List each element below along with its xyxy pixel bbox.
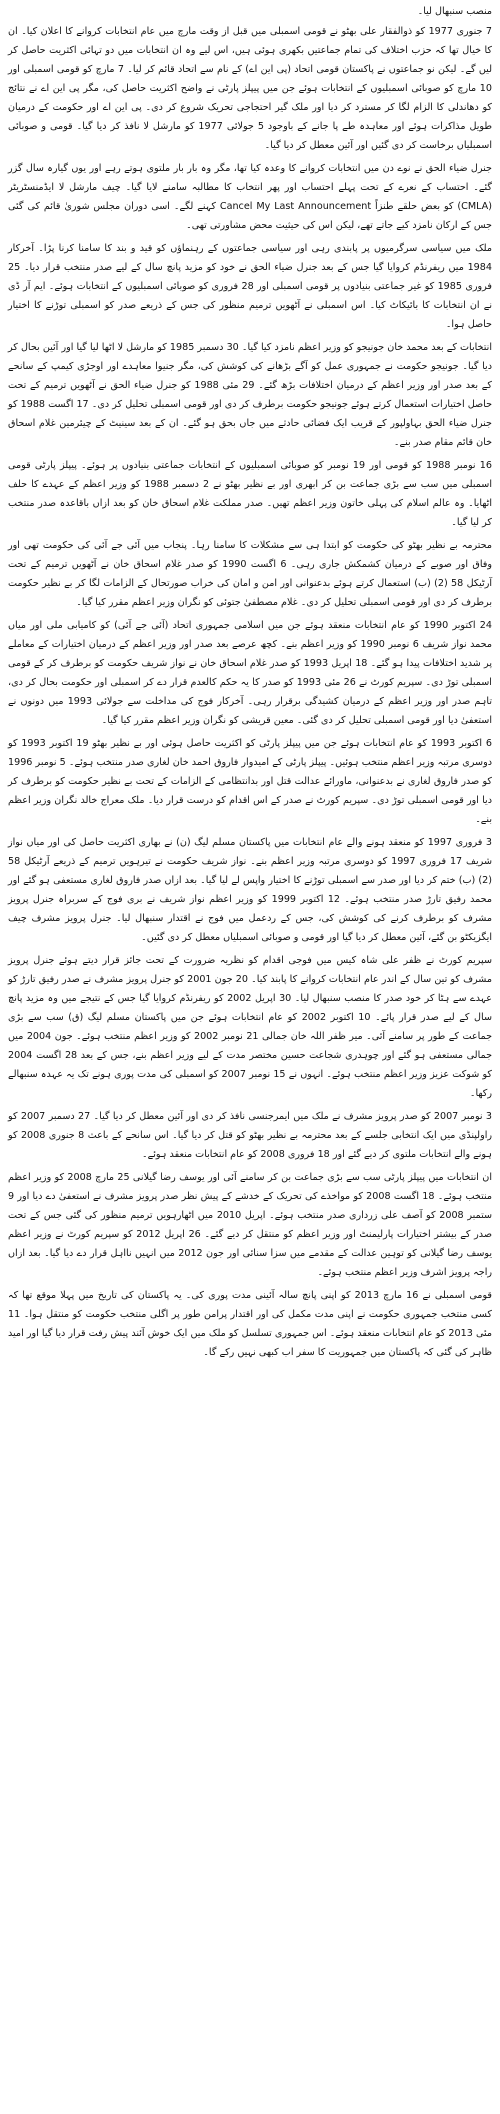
paragraph-12: ان انتخابات میں پیپلز پارٹی سب سے بڑی جماعت بن کر سامنے آئی اور یوسف رضا گیلانی 25 مارچ 2008 کو وزیر اعظم منتخب ہوئے۔ 18 اگست 2008 کو مواخذے کی تحریک کے خدشے کے پیش نظر صدر پرویز مشرف نے استعفیٰ دے دیا اور 9 ستمبر 2008 کو آصف علی زرداری صدر منتخب ہوئے۔ اپریل 2010 میں اٹھارہویں ترمیم منظور کی گئی جس کے تحت صدر کے بیشتر اختیارات پارلیمنٹ اور وزیر اعظم کو منتقل کر دیے گئے۔ 26 اپریل 2012 کو سپریم کورٹ نے وزیر اعظم یوسف رضا گیلانی کو توہین عدالت کے مقدمے میں سزا سنائی اور جون 2012 میں انہیں نااہل قرار دے دیا گیا۔ بعد ازاں راجہ پرویز اشرف وزیر اعظم منتخب ہوئے۔ <box>8 1172 493 1278</box>
paragraph-9: 3 فروری 1997 کو منعقد ہونے والے عام انتخابات میں پاکستان مسلم لیگ (ن) نے بھاری اکثریت حاصل کی اور میاں نواز شریف 17 فروری 1997 کو دوسری مرتبہ وزیر اعظم بنے۔ نواز شریف حکومت نے تیرہویں ترمیم کے ذریعے آرٹیکل 58 (2) (ب) ختم کر دیا اور صدر سے اسمبلی توڑنے کا اختیار واپس لے لیا گیا۔ بعد ازاں صدر فاروق لغاری مستعفی ہو گئے اور محمد رفیق تارڑ صدر منتخب ہوئے۔ 12 اکتوبر 1999 کو وزیر اعظم نواز شریف نے بری فوج کے سربراہ جنرل پرویز مشرف کو برطرف کرنے کی کوشش کی، جس کے ردعمل میں فوج نے اقتدار سنبھال لیا۔ جنرل پرویز مشرف چیف ایگزیکٹو بن گئے، آئین معطل کر دیا گیا اور قومی و صوبائی اسمبلیاں معطل کر دی گئیں۔ <box>8 837 492 943</box>
paragraph-4: انتخابات کے بعد محمد خان جونیجو کو وزیر اعظم نامزد کیا گیا۔ 30 دسمبر 1985 کو مارشل لا اٹھا لیا گیا اور آئین بحال کر دیا گیا۔ جونیجو حکومت نے جمہوری عمل کو آگے بڑھانے کی کوشش کی، مگر جنیوا معاہدے اور اوجڑی کیمپ کے سانحے کے بعد صدر اور وزیر اعظم کے درمیان اختلافات بڑھ گئے۔ 29 مئی 1988 کو جنرل ضیاء الحق نے آٹھویں ترمیم کے تحت حاصل اختیارات استعمال کرتے ہوئے جونیجو حکومت برطرف کر دی اور قومی اسمبلی تحلیل کر دی۔ 17 اگست 1988 کو جنرل ضیاء الحق بہاولپور کے قریب ایک فضائی حادثے میں جاں بحق ہو گئے۔ ان کے بعد سینیٹ کے چیئرمین غلام اسحاق خان قائم مقام صدر بنے۔ <box>8 342 492 448</box>
paragraph-3: ملک میں سیاسی سرگرمیوں پر پابندی رہی اور سیاسی جماعتوں کے رہنماؤں کو قید و بند کا سامنا کرنا پڑا۔ آخرکار 1984 میں ریفرنڈم کروایا گیا جس کے بعد جنرل ضیاء الحق نے خود کو مزید پانچ سال کے لیے صدر منتخب قرار دیا۔ 25 فروری 1985 کو غیر جماعتی بنیادوں پر قومی اسمبلی اور 28 فروری کو صوبائی اسمبلیوں کے انتخابات ہوئے۔ ایم آر ڈی نے ان انتخابات کا بائیکاٹ کیا۔ اس اسمبلی نے آٹھویں ترمیم منظور کی جس کے ذریعے صدر کو اسمبلی توڑنے کا اختیار حاصل ہوا۔ <box>8 243 492 330</box>
opening-line: منصب سنبھال لیا۔ <box>417 6 492 17</box>
paragraph-5: 16 نومبر 1988 کو قومی اور 19 نومبر کو صوبائی اسمبلیوں کے انتخابات جماعتی بنیادوں پر ہوئے۔ پیپلز پارٹی قومی اسمبلی میں سب سے بڑی جماعت بن کر ابھری اور بے نظیر بھٹو نے 2 دسمبر 1988 کو وزیر اعظم کے عہدے کا حلف اٹھایا۔ وہ عالم اسلام کی پہلی خاتون وزیر اعظم تھیں۔ صدر مملکت غلام اسحاق خان کو بعد ازاں باقاعدہ صدر منتخب کر لیا گیا۔ <box>8 460 492 528</box>
paragraph-1: 7 جنوری 1977 کو ذوالفقار علی بھٹو نے قومی اسمبلی میں قبل از وقت مارچ میں عام انتخابات کروانے کا اعلان کیا۔ ان کا خیال تھا کہ حزب اختلاف کی تمام جماعتیں بکھری ہوئی ہیں، اس لیے وہ ان انتخابات میں دو تہائی اکثریت حاصل کر لیں گے۔ لیکن نو جماعتوں نے پاکستان قومی اتحاد (پی این اے) کے نام سے اتحاد قائم کر لیا۔ 7 مارچ کو قومی اسمبلی اور 10 مارچ کو صوبائی اسمبلیوں کے انتخابات ہوئے جن میں پیپلز پارٹی نے واضح اکثریت حاصل کی، مگر پی این اے نے نتائج کو دھاندلی کا الزام لگا کر مسترد کر دیا اور ملک گیر احتجاجی تحریک شروع کر دی۔ پی این اے اور حکومت کے درمیان طویل مذاکرات ہوئے اور معاہدہ طے پا جانے کے باوجود 5 جولائی 1977 کو مارشل لا نافذ کر دیا گیا۔ قومی و صوبائی اسمبلیاں برخاست کر دی گئیں اور آئین معطل کر دیا گیا۔ <box>8 26 492 151</box>
paragraph-8: 6 اکتوبر 1993 کو عام انتخابات ہوئے جن میں پیپلز پارٹی کو اکثریت حاصل ہوئی اور بے نظیر بھٹو 19 اکتوبر 1993 کو دوسری مرتبہ وزیر اعظم منتخب ہوئیں۔ پیپلز پارٹی کے امیدوار فاروق احمد خان لغاری صدر منتخب ہوئے۔ 5 نومبر 1996 کو صدر فاروق لغاری نے بدعنوانی، ماورائے عدالت قتل اور بدانتظامی کے الزامات کے تحت بے نظیر حکومت کو برطرف کر دیا اور قومی اسمبلی توڑ دی۔ سپریم کورٹ نے صدر کے اس اقدام کو درست قرار دیا۔ ملک معراج خالد نگران وزیر اعظم بنے۔ <box>8 738 492 825</box>
paragraph-7: 24 اکتوبر 1990 کو عام انتخابات منعقد ہوئے جن میں اسلامی جمہوری اتحاد (آئی جے آئی) کو کامیابی ملی اور میاں محمد نواز شریف 6 نومبر 1990 کو وزیر اعظم بنے۔ کچھ عرصے بعد صدر اور وزیر اعظم کے درمیان اختیارات کے معاملے پر شدید اختلافات پیدا ہو گئے۔ 18 اپریل 1993 کو صدر غلام اسحاق خان نے نواز شریف حکومت کو برطرف کر کے قومی اسمبلی توڑ دی۔ سپریم کورٹ نے 26 مئی 1993 کو صدر کا یہ حکم کالعدم قرار دے کر اسمبلی اور حکومت بحال کر دی، تاہم صدر اور وزیر اعظم کے درمیان کشیدگی برقرار رہی۔ آخرکار فوج کی مداخلت سے جولائی 1993 میں دونوں نے استعفیٰ دیا اور قومی اسمبلی تحلیل کر دی گئی۔ معین قریشی کو نگران وزیر اعظم مقرر کیا گیا۔ <box>8 620 492 726</box>
paragraph-6: محترمہ بے نظیر بھٹو کی حکومت کو ابتدا ہی سے مشکلات کا سامنا رہا۔ پنجاب میں آئی جے آئی کی حکومت تھی اور وفاق اور صوبے کے درمیان کشمکش جاری رہی۔ 6 اگست 1990 کو صدر غلام اسحاق خان نے آٹھویں ترمیم کے تحت آرٹیکل 58 (2) (ب) استعمال کرتے ہوئے بدعنوانی اور امن و امان کی خراب صورتحال کے الزامات لگا کر بے نظیر حکومت برطرف کر دی اور قومی اسمبلی تحلیل کر دی۔ غلام مصطفیٰ جتوئی کو نگران وزیر اعظم مقرر کیا گیا۔ <box>8 540 492 608</box>
paragraph-2: جنرل ضیاء الحق نے نوے دن میں انتخابات کروانے کا وعدہ کیا تھا، مگر وہ بار بار ملتوی ہوتے رہے اور یوں گیارہ سال گزر گئے۔ احتساب کے نعرے کے تحت پہلے احتساب اور پھر انتخاب کا مطالبہ سامنے لایا گیا۔ چیف مارشل لا ایڈمنسٹریٹر (CMLA) کو بعض حلقے طنزاً Cancel My Last Announcement کہنے لگے۔ اسی دوران مجلس شوریٰ قائم کی گئی جس کے ارکان نامزد کیے جاتے تھے، لیکن اس کی حیثیت محض مشاورتی تھی۔ <box>8 163 492 231</box>
paragraph-10: سپریم کورٹ نے ظفر علی شاہ کیس میں فوجی اقدام کو نظریہ ضرورت کے تحت جائز قرار دیتے ہوئے جنرل پرویز مشرف کو تین سال کے اندر عام انتخابات کروانے کا پابند کیا۔ 20 جون 2001 کو جنرل پرویز مشرف نے صدر رفیق تارڑ کو عہدے سے ہٹا کر خود صدر کا منصب سنبھال لیا۔ 30 اپریل 2002 کو ریفرنڈم کروایا گیا جس کے نتیجے میں وہ مزید پانچ سال کے لیے صدر قرار پائے۔ 10 اکتوبر 2002 کو عام انتخابات ہوئے جن میں پاکستان مسلم لیگ (ق) سب سے بڑی جماعت کے طور پر سامنے آئی۔ میر ظفر اللہ خان جمالی 21 نومبر 2002 کو وزیر اعظم منتخب ہوئے۔ جون 2004 میں جمالی مستعفی ہو گئے اور چوہدری شجاعت حسین مختصر مدت کے لیے وزیر اعظم بنے، جس کے بعد 28 اگست 2004 کو شوکت عزیز وزیر اعظم منتخب ہوئے۔ انہوں نے 15 نومبر 2007 کو اسمبلی کی مدت پوری ہونے تک یہ عہدہ سنبھالے رکھا۔ <box>8 955 493 1099</box>
paragraph-11: 3 نومبر 2007 کو صدر پرویز مشرف نے ملک میں ایمرجنسی نافذ کر دی اور آئین معطل کر دیا گیا۔ 27 دسمبر 2007 کو راولپنڈی میں ایک انتخابی جلسے کے بعد محترمہ بے نظیر بھٹو کو قتل کر دیا گیا۔ اس سانحے کے باعث 8 جنوری 2008 کو ہونے والے انتخابات ملتوی کر دیے گئے اور 18 فروری 2008 کو عام انتخابات منعقد ہوئے۔ <box>8 1111 493 1160</box>
paragraph-13: قومی اسمبلی نے 16 مارچ 2013 کو اپنی پانچ سالہ آئینی مدت پوری کی۔ یہ پاکستان کی تاریخ میں پہلا موقع تھا کہ کسی منتخب جمہوری حکومت نے اپنی مدت مکمل کی اور اقتدار پرامن طور پر اگلی منتخب حکومت کو منتقل ہوا۔ 11 مئی 2013 کو عام انتخابات منعقد ہوئے۔ اس جمہوری تسلسل کو ملک میں ایک خوش آئند پیش رفت قرار دیا گیا اور امید ظاہر کی گئی کہ پاکستان میں جمہوریت کا سفر اب کبھی نہیں رکے گا۔ <box>8 1290 492 1358</box>
